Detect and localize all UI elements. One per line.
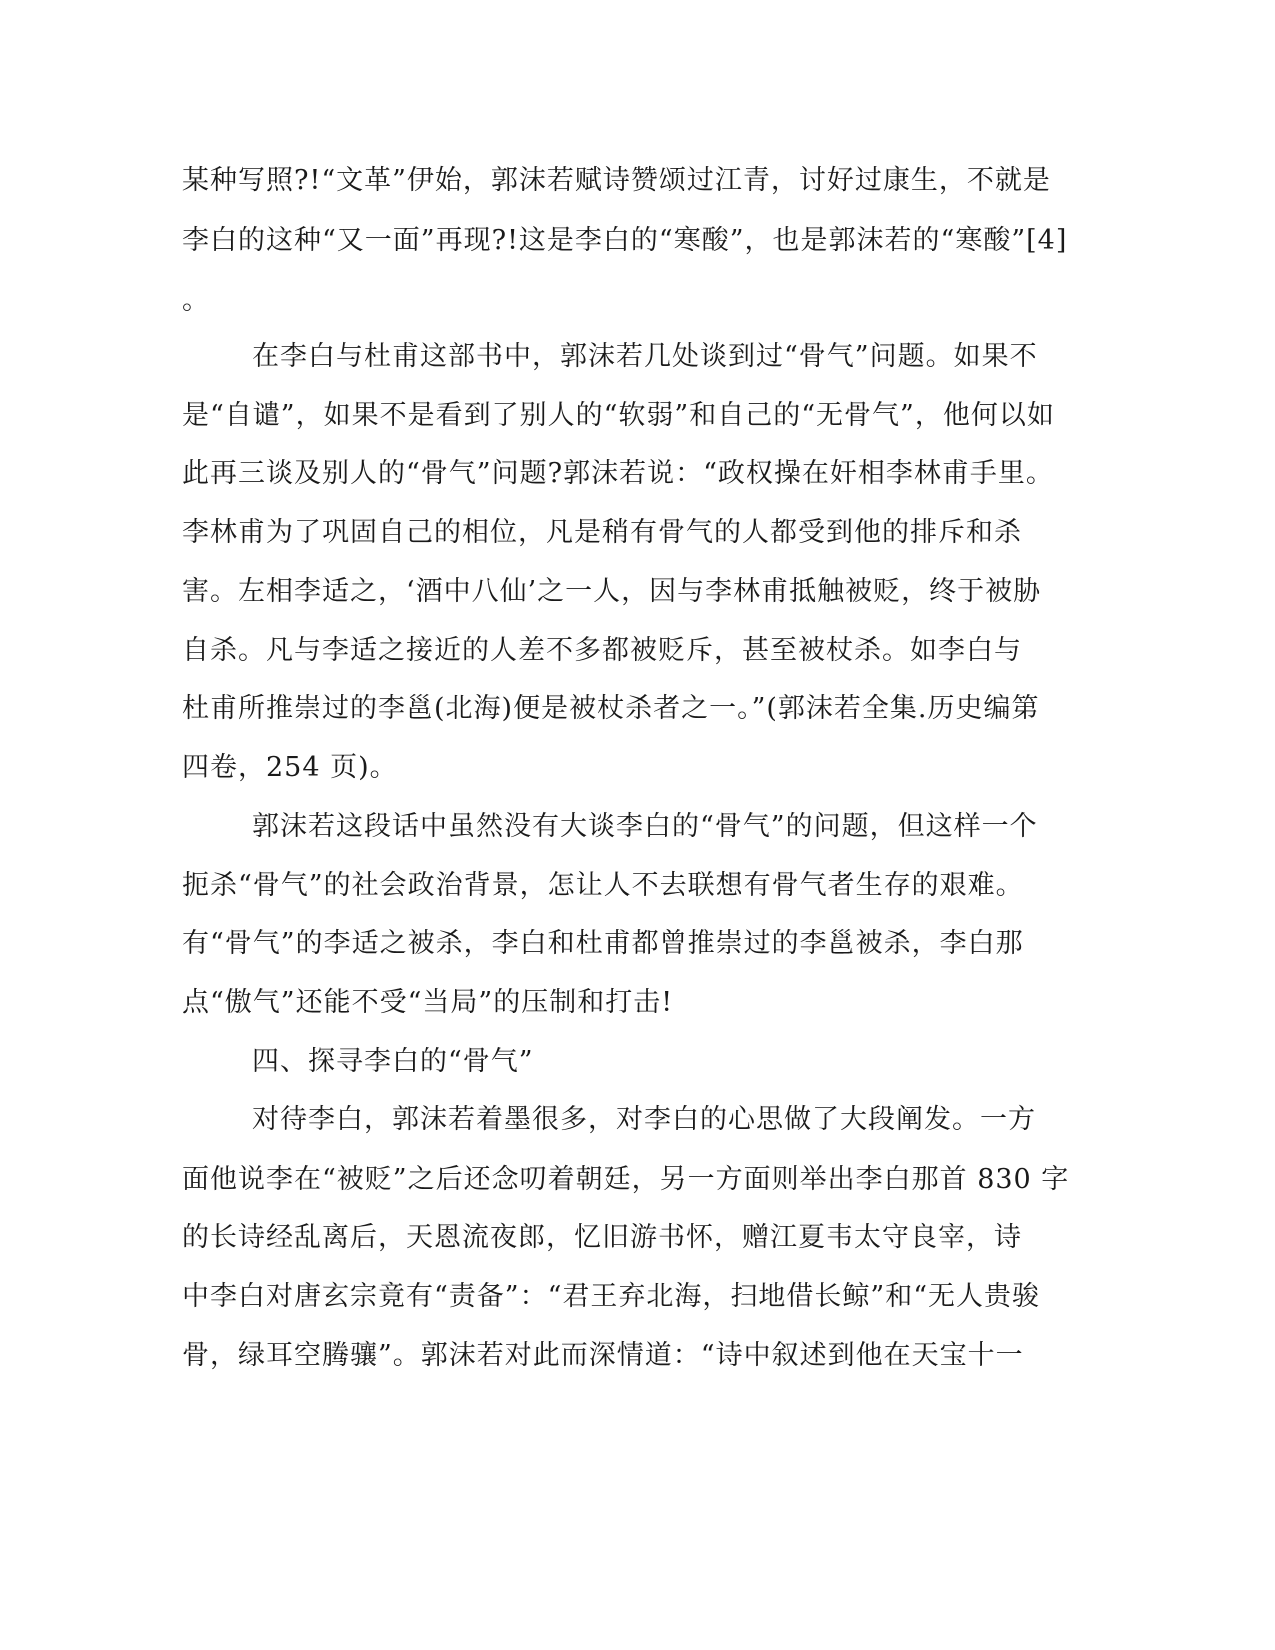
text-line: 扼杀“骨气”的社会政治背景，怎让人不去联想有骨气者生存的艰难。 [182,870,1024,901]
text-line: 四卷，254 页)。 [182,752,398,783]
text-line: 骨，绿耳空腾骧”。郭沫若对此而深情道：“诗中叙述到他在天宝十一 [182,1340,1024,1371]
text-line: 面他说李在“被贬”之后还念叨着朝廷，另一方面则举出李白那首 830 字 [182,1164,1070,1195]
text-line: 某种写照?!“文革”伊始，郭沫若赋诗赞颂过江青，讨好过康生，不就是 [182,165,1051,196]
paragraph-first-line: 郭沫若这段话中虽然没有大谈李白的“骨气”的问题，但这样一个 [252,811,1038,842]
text-line: 有“骨气”的李适之被杀，李白和杜甫都曾推崇过的李邕被杀，李白那 [182,928,1024,959]
text-line: 的长诗经乱离后，天恩流夜郎，忆旧游书怀，赠江夏韦太守良宰，诗 [182,1222,1022,1253]
text-line: 害。左相李适之，‘酒中八仙’之一人，因与李林甫抵触被贬，终于被胁 [182,576,1042,607]
text-line: 是“自谴”，如果不是看到了别人的“软弱”和自己的“无骨气”，他何以如 [182,400,1055,431]
text-line: 李白的这种“又一面”再现?!这是李白的“寒酸”，也是郭沫若的“寒酸”[4] [182,225,1068,256]
text-line: 此再三谈及别人的“骨气”问题?郭沫若说：“政权操在奸相李林甫手里。 [182,458,1054,489]
text-line: 中李白对唐玄宗竟有“责备”：“君王弃北海，扫地借长鲸”和“无人贵骏 [182,1281,1041,1312]
section-heading: 四、探寻李白的“骨气” [252,1046,534,1077]
paragraph-first-line: 对待李白，郭沫若着墨很多，对李白的心思做了大段阐发。一方 [252,1104,1036,1135]
paragraph-first-line: 在李白与杜甫这部书中，郭沫若几处谈到过“骨气”问题。如果不 [252,341,1038,372]
text-line: 杜甫所推崇过的李邕(北海)便是被杖杀者之一。”(郭沫若全集.历史编第 [182,693,1040,724]
text-line: 。 [182,285,210,316]
text-line: 点“傲气”还能不受“当局”的压制和打击! [182,987,674,1018]
text-line: 李林甫为了巩固自己的相位，凡是稍有骨气的人都受到他的排斥和杀 [182,517,1022,548]
text-line: 自杀。凡与李适之接近的人差不多都被贬斥，甚至被杖杀。如李白与 [182,635,1022,666]
